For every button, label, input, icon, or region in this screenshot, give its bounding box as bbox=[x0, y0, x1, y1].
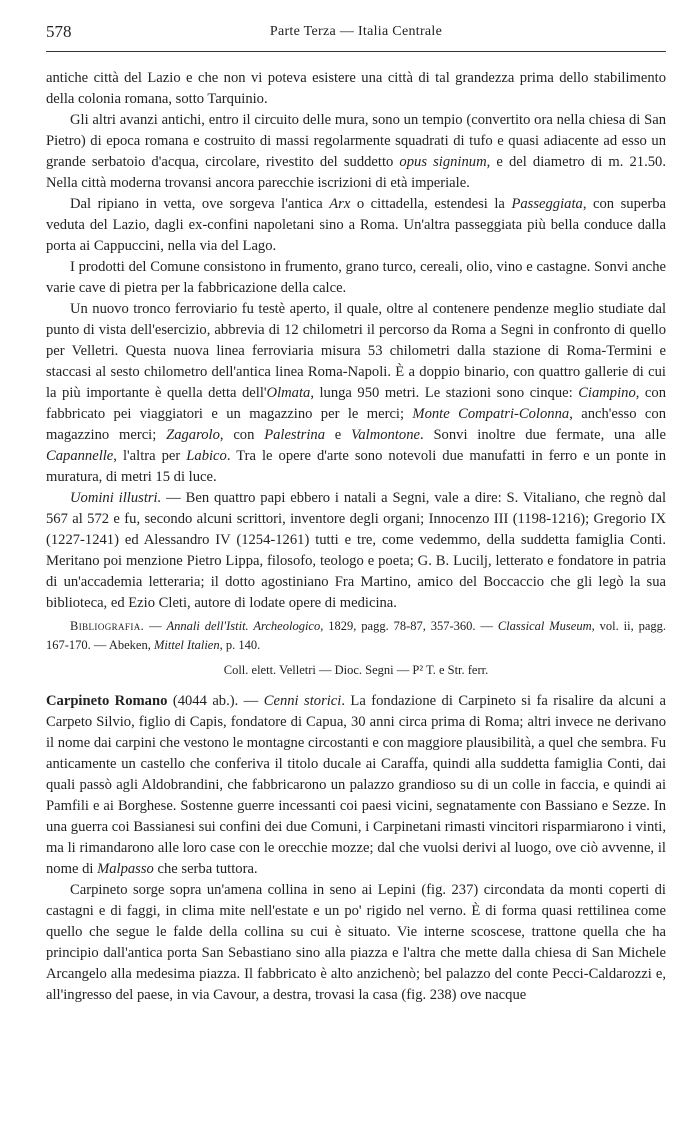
body-text bbox=[46, 68, 666, 1006]
paragraph: Un nuovo tronco ferroviario fu testè aperto, il quale, oltre al contenere pendenze meglio studiate dal punto di vista dell'esercizio, abbrevia di 12 chilometri il percorso da Roma a Segni in confronto di quello per Velletri. Questa nuova linea ferroviaria misura 53 chilometri dalla stazione di Roma-Termini e staccasi al sesto chilometro dell'antica linea Roma-Napoli. È a doppio binario, con quattro gallerie di cui la più importante è quella detta dell'Olmata, lunga 950 metri. Le stazioni sono cinque: Ciampino, con fabbricato pei viaggiatori e un magazzino per le merci; Monte Compatri-Colonna, anch'esso con magazzino merci; Zagarolo, con Palestrina e Valmontone. Sonvi inoltre due fermate, una alle Capannelle, l'altra per Labico. Tra le opere d'arte sono notevoli due manufatti in ferro e un ponte in muratura, di metri 15 di luce. bbox=[46, 301, 667, 485]
paragraph-uomini-illustri: Uomini illustri. — Ben quattro papi ebbero i natali a Segni, vale a dire: S. Vitaliano, che regnò dal 567 al 572 e fu, secondo alcuni scrittori, inventore degli organi; Innocenzo III (1198-1216); Gregorio IX (1227-1241) ed Alessandro IV (1254-1261) tutti e tre, come vedemmo, della suddetta famiglia Conti. Meritano poi menzione Pietro Lippa, filosofo, teologo e poeta; G. B. Lucilj, letterato e fondatore in patria di un'accademia letteraria; il dotto agostiniano Fra Martino, amico del Boccaccio che gli legò la sua biblioteca, ed Ezio Cleti, autore di lodate opere di medicina. bbox=[46, 490, 667, 611]
paragraph: Dal ripiano in vetta, ove sorgeva l'antica Arx o cittadella, estendesi la Passeggiata, con superba veduta del Lazio, dagli ex-confini napoletani sino a Roma. Un'altra passeggiata più bella conduce dalla porta ai Cappuccini, nella via del Lago. bbox=[46, 196, 666, 254]
page-number: 578 bbox=[46, 22, 72, 41]
carpineto-entry: Carpineto Romano (4044 ab.). — Cenni storici. La fondazione di Carpineto si fa risalire da alcuni a Carpeto Silvio, figlio di Capis, fondatore di Capua, 30 anni circa prima di Roma; altri invece ne derivano il nome dai carpini che vestono le montagne circostanti e con maggiore plausibilità, a quel che sembra. Fu anticamente un castello che conferiva il titolo ducale ai Caraffa, quindi alla suddetta famiglia Conti, dai quali passò agli Aldobrandini, che fabbricarono un palazzo grandioso su di un colle in faccia, e quindi ai Pamfili e ai Borghese. Sostenne guerre incessanti coi paesi vicini, segnatamente con Bassiano e Sezze. In una guerra coi Bassianesi sui confini dei due Comuni, i Carpinetani rimasti vincitori risparmiarono i vinti, ma li rimandarono alle loro case con le orecchie mozze; dal che vuolsi derivi al luogo, ove ciò avvenne, il nome di Malpasso che serba tuttora. bbox=[46, 693, 667, 877]
bibliography: Bibliografia. — Annali dell'Istit. Archeologico, 1829, pagg. 78-87, 357-360. — Classical Museum, vol. ii, pagg. 167-170. — Abeken, Mittel Italien, p. 140. bbox=[46, 619, 667, 652]
paragraph: antiche città del Lazio e che non vi poteva esistere una città di tal grandezza prima dello stabilimento della colonia romana, sotto Tarquinio. bbox=[46, 70, 666, 107]
collegio-line: Coll. elett. Velletri — Dioc. Segni — P² T. e Str. ferr. bbox=[223, 663, 489, 677]
entry-title: Carpineto Romano bbox=[46, 693, 168, 709]
header-rule bbox=[46, 51, 666, 52]
paragraph: I prodotti del Comune consistono in frumento, grano turco, cereali, olio, vino e castagne. Sonvi anche varie cave di pietra per la fabbricazione della calce. bbox=[46, 259, 666, 296]
page-header bbox=[46, 22, 666, 44]
paragraph: Gli altri avanzi antichi, entro il circuito delle mura, sono un tempio (convertito ora nella chiesa di San Pietro) di epoca romana e costruito di massi regolarmente squadrati di tufo e quasi adiacente ad esso un grande serbatoio d'acqua, circolare, rivestito del suddetto opus signinum, e del diametro di m. 21.50. Nella città moderna trovansi ancora parecchie iscrizioni di età imperiale. bbox=[46, 112, 666, 191]
running-title: Parte Terza — Italia Centrale bbox=[269, 24, 443, 39]
paragraph: Carpineto sorge sopra un'amena collina in seno ai Lepini (fig. 237) circondata da monti coperti di castagni e di faggi, in clima mite nell'estate e un po' rigido nel verno. È di forma quasi rettilinea come quello che segue le falde della collina su cui è situato. Vie interne scoscese, trattone quella che ha principio dall'antica porta San Sebastiano sino alla piazza e l'altra che mette dalla chiesa di San Michele Arcangelo alla medesima piazza. Il fabbricato è alto anzichenò; bel palazzo del conte Pecci-Caldarozzi e, all'ingresso del paese, in via Cavour, a destra, trovasi la casa (fig. 238) ove nacque bbox=[46, 882, 666, 1003]
